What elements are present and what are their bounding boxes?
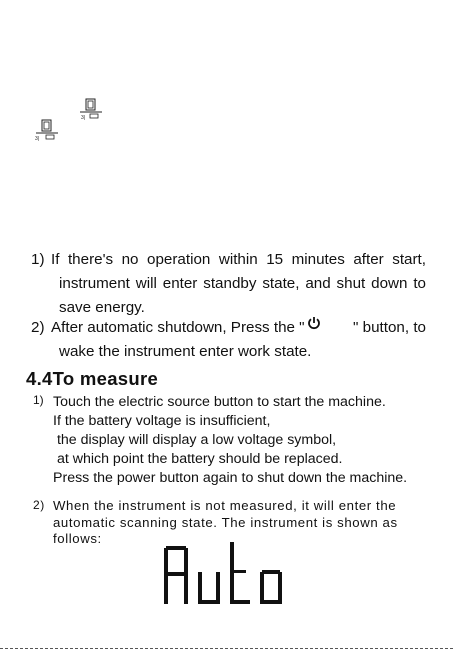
auto-display [162, 540, 282, 606]
standby-item2-line-2: wake the instrument enter work state. [59, 343, 312, 360]
measure-line-5: Press the power button again to shut down the machine. [53, 470, 408, 486]
standby-item-1 [31, 248, 426, 320]
standby-line-3: save energy. [59, 299, 145, 316]
power-icon [307, 316, 321, 330]
svg-text:3|: 3| [35, 136, 40, 142]
item-number: 2) [33, 498, 45, 512]
item-number: 2) [31, 319, 45, 336]
measure-line-4: at which point the battery should be replaced. [53, 451, 343, 467]
bottom-divider [0, 648, 453, 649]
measure2-line-2: automatic scanning state. The instrument is shown as [53, 514, 398, 530]
standby-line-1: If there's no operation within 15 minutes after start, [51, 251, 426, 268]
section-heading: 4.4To measure [26, 368, 159, 389]
measure-line-3: the display will display a low voltage symbol, [53, 432, 337, 448]
svg-text:3|: 3| [81, 115, 86, 121]
measure-line-2: If the battery voltage is insufficient, [53, 413, 271, 429]
measure2-line-3: follows: [53, 531, 102, 546]
measure2-line-1: When the instrument is not measured, it will enter the [53, 498, 397, 513]
standby-item-2 [31, 316, 426, 364]
standby-item2-suffix: " button, to [353, 319, 426, 336]
item-number: 1) [33, 393, 44, 407]
mini-battery-icon-2 [34, 119, 60, 143]
standby-item2-prefix: After automatic shutdown, Press the " [51, 319, 305, 336]
measure-line-1: Touch the electric source button to start the machine. [53, 394, 386, 410]
mini-battery-icon [78, 98, 104, 122]
standby-line-2: instrument will enter standby state, and shut down to [59, 275, 426, 292]
measure-item-1 [33, 393, 433, 488]
item-number: 1) [31, 251, 45, 268]
